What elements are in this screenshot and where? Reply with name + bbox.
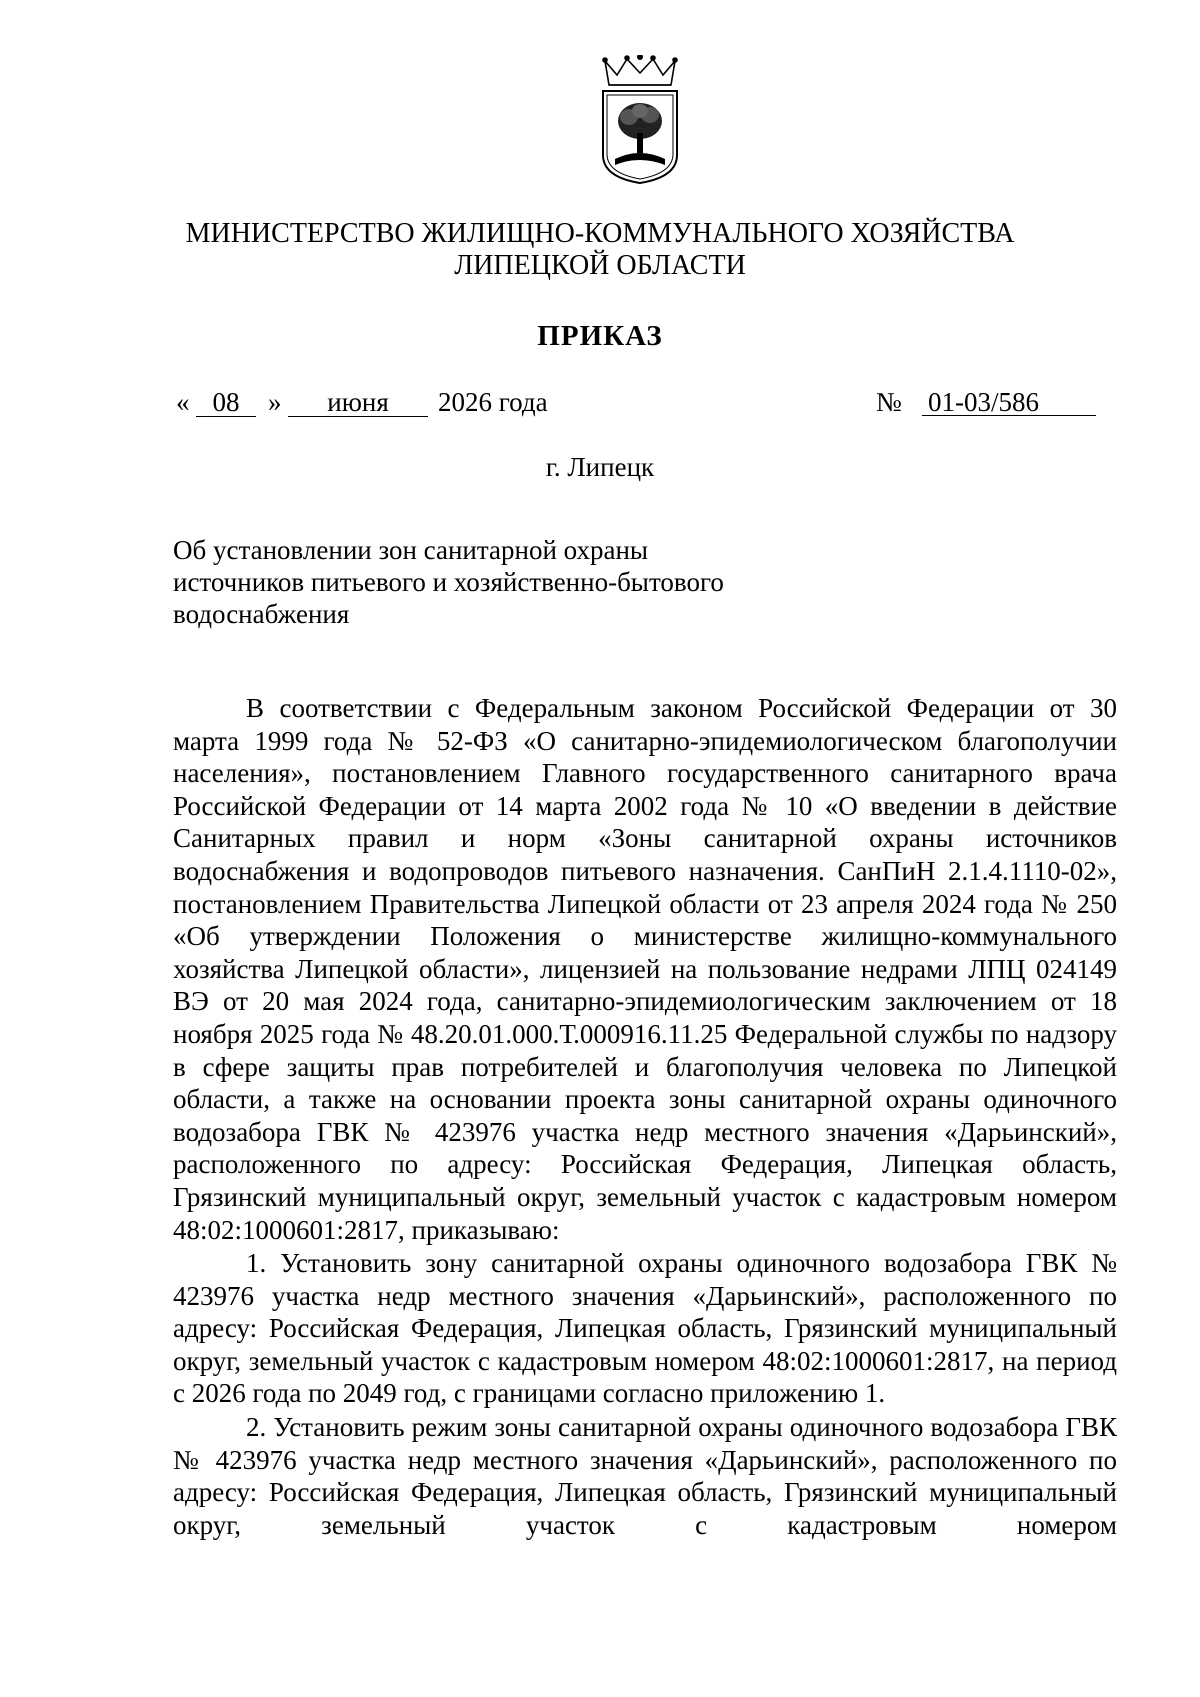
order-city: г. Липецк: [545, 452, 655, 482]
order-subject: [173, 534, 813, 630]
quote-open: «: [176, 387, 190, 417]
quote-close: »: [268, 387, 282, 417]
order-year: 2026 года: [438, 387, 548, 417]
order-day: 08: [196, 386, 256, 417]
body-preamble: В соответствии с Федеральным законом Российской Федерации от 30 марта 1999 года № 52-ФЗ «О санитарно-эпидемиологическом благополучии населения», постановлением Главного государственного санитарного врача Российской Федерации от 14 марта 2002 года № 10 «О введении в действие Санитарных правил и норм «Зоны санитарной охраны источников водоснабжения и водопроводов питьевого назначения. СанПиН 2.1.4.1110-02», постановлением Правительства Липецкой области от 23 апреля 2024 года № 250 «Об утверждении Положения о министерстве жилищно-коммунального хозяйства Липецкой области», лицензией на пользование недрами ЛПЦ 024149 ВЭ от 20 мая 2024 года, санитарно-эпидемиологическим заключением от 18 ноября 2025 года № 48.20.01.000.Т.000916.11.25 Федеральной службы по надзору в сфере защиты прав потребителей и благополучия человека по Липецкой области, а также на основании проекта зоны санитарной охраны одиночного водозабора ГВК № 423976 участка недр местного значения «Дарьинский», расположенного по адресу: Российская Федерация, Липецкая область, Грязинский муниципальный округ, земельный участок с кадастровым номером 48:02:1000601:2817, приказываю:: [173, 693, 1117, 1245]
subject-line-1: Об установлении зон санитарной охраны: [173, 535, 649, 565]
subject-line-3: водоснабжения: [173, 599, 350, 629]
body-item-2: 2. Установить режим зоны санитарной охраны одиночного водозабора ГВК № 423976 участка недр местного значения «Дарьинский», расположенного по адресу: Российская Федерация, Липецкая область, Грязинский муниципальный округ, земельный участок с кадастровым номером: [173, 1412, 1117, 1540]
order-body: [173, 692, 1117, 1542]
ministry-line-2: ЛИПЕЦКОЙ ОБЛАСТИ: [454, 250, 746, 281]
coat-of-arms-icon: [595, 55, 685, 185]
order-number: 01-03/586: [922, 386, 1096, 416]
order-dateline: [176, 386, 1106, 422]
body-item-1: 1. Установить зону санитарной охраны одиночного водозабора ГВК № 423976 участка недр местного значения «Дарьинский», расположенного по адресу: Российская Федерация, Липецкая область, Грязинский муниципальный округ, земельный участок с кадастровым номером 48:02:1000601:2817, на период с 2026 года по 2049 год, с границами согласно приложению 1.: [173, 1248, 1117, 1409]
order-title: ПРИКАЗ: [537, 320, 663, 352]
number-sign: №: [876, 387, 902, 417]
order-month: июня: [288, 386, 428, 417]
ministry-name: [0, 218, 1200, 282]
subject-line-2: источников питьевого и хозяйственно-бытового: [173, 567, 724, 597]
ministry-line-1: МИНИСТЕРСТВО ЖИЛИЩНО-КОММУНАЛЬНОГО ХОЗЯЙСТВА: [185, 218, 1015, 249]
